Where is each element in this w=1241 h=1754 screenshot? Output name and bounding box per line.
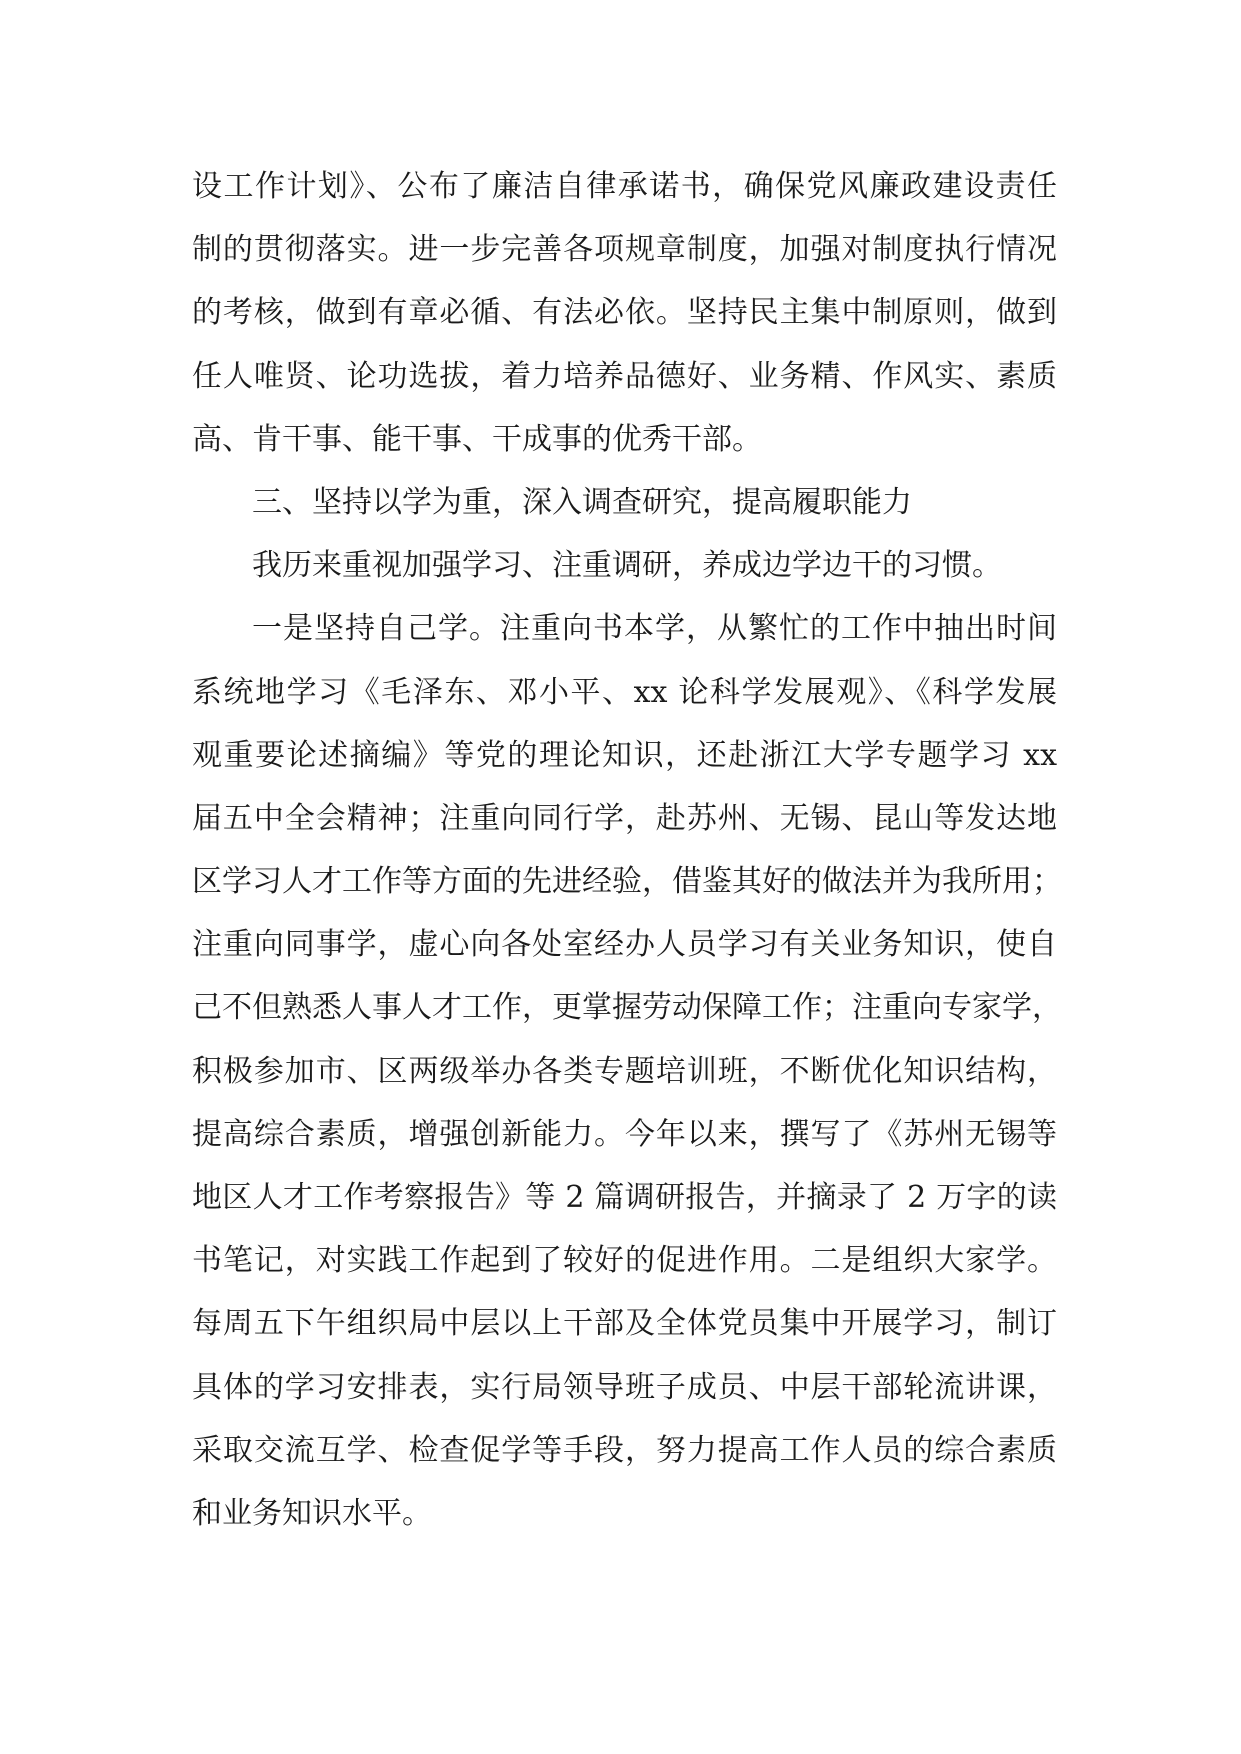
text-line: 提高综合素质，增强创新能力。今年以来，撰写了《苏州无锡等	[192, 1116, 1057, 1152]
text-line: 的考核，做到有章必循、有法必依。坚持民主集中制原则，做到	[192, 295, 1057, 331]
text-line: 地区人才工作考察报告》等 2 篇调研报告，并摘录了 2 万字的读	[192, 1180, 1057, 1215]
text-line: 和业务知识水平。	[192, 1495, 432, 1531]
paragraph-intro: 我历来重视加强学习、注重调研，养成边学边干的习惯。	[252, 548, 1002, 584]
text-line: 设工作计划》、公布了廉洁自律承诺书，确保党风廉政建设责任	[192, 169, 1057, 204]
text-line: 任人唯贤、论功选拔，着力培养品德好、业务精、作风实、素质	[192, 358, 1057, 394]
section-heading: 三、坚持以学为重，深入调查研究，提高履职能力	[252, 484, 912, 520]
document-body	[192, 155, 1062, 1545]
text-line: 高、肯干事、能干事、干成事的优秀干部。	[192, 421, 762, 457]
text-line: 书笔记，对实践工作起到了较好的促进作用。二是组织大家学。	[192, 1243, 1057, 1279]
text-line: 区学习人才工作等方面的先进经验，借鉴其好的做法并为我所用；	[192, 864, 1062, 900]
text-line: 观重要论述摘编》等党的理论知识，还赴浙江大学专题学习 xx	[192, 737, 1057, 773]
text-line: 每周五下午组织局中层以上干部及全体党员集中开展学习，制订	[192, 1306, 1057, 1342]
text-line: 采取交流互学、检查促学等手段，努力提高工作人员的综合素质	[192, 1432, 1057, 1468]
text-line: 系统地学习《毛泽东、邓小平、xx 论科学发展观》、《科学发展	[192, 674, 1057, 710]
text-line: 积极参加市、区两级举办各类专题培训班，不断优化知识结构，	[192, 1053, 1057, 1089]
text-line: 具体的学习安排表，实行局领导班子成员、中层干部轮流讲课，	[192, 1369, 1057, 1405]
text-line: 届五中全会精神；注重向同行学，赴苏州、无锡、昆山等发达地	[192, 800, 1057, 836]
text-line: 一是坚持自己学。注重向书本学，从繁忙的工作中抽出时间	[252, 611, 1057, 647]
text-line: 己不但熟悉人事人才工作，更掌握劳动保障工作；注重向专家学，	[192, 990, 1062, 1026]
text-line: 制的贯彻落实。进一步完善各项规章制度，加强对制度执行情况	[192, 232, 1057, 268]
text-line: 注重向同事学，虚心向各处室经办人员学习有关业务知识，使自	[192, 927, 1057, 963]
